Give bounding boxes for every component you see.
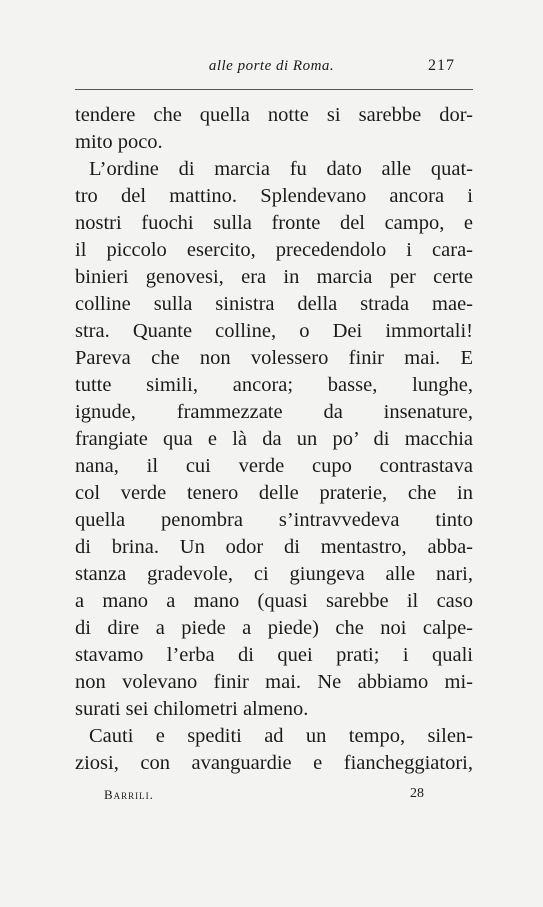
text-line: surati sei chilometri almeno. [75,698,309,720]
text-line: nana, il cui verde cupo contrastava [75,455,473,477]
text-line: binieri genovesi, era in marcia per certe [75,266,473,288]
text-line: L’ordine di marcia fu dato alle quat- [89,158,473,180]
text-line: di brina. Un odor di mentastro, abba- [75,536,473,558]
text-line: colline sulla sinistra della strada mae- [75,293,473,315]
text-line: nostri fuochi sulla fronte del campo, e [75,212,473,234]
text-line: col verde tenero delle praterie, che in [75,482,473,504]
printer-signature: Barrili. [104,787,154,802]
text-line: non volevano finir mai. Ne abbiamo mi- [75,671,473,693]
text-line: stavamo l’erba di quei prati; i quali [75,644,473,666]
running-title: alle porte di Roma. [208,58,335,74]
header-rule [75,89,473,90]
text-line: Cauti e spediti ad un tempo, silen- [89,725,473,747]
text-line: frangiate qua e là da un po’ di macchia [75,428,473,450]
text-line: stra. Quante colline, o Dei immortali! [75,320,473,342]
text-line: a mano a mano (quasi sarebbe il caso [75,590,473,612]
text-line: Pareva che non volessero finir mai. E [75,347,473,369]
text-line: ziosi, con avanguardie e fiancheggiatori, [75,752,473,774]
text-line: di dire a piede a piede) che noi calpe- [75,617,473,639]
text-line: ignude, frammezzate da insenature, [75,401,473,423]
page-number: 217 [428,57,455,74]
text-line: quella penombra s’intravvedeva tinto [75,509,473,531]
text-line: il piccolo esercito, precedendolo i cara- [75,239,473,261]
body-text [75,102,473,777]
text-line: stanza gradevole, ci giungeva alle nari, [75,563,473,585]
text-line: tendere che quella notte si sarebbe dor- [75,104,473,126]
signature-number: 28 [410,786,424,801]
text-line: tro del mattino. Splendevano ancora i [75,185,473,207]
text-line: tutte simili, ancora; basse, lunghe, [75,374,473,396]
text-line: mito poco. [75,131,163,153]
